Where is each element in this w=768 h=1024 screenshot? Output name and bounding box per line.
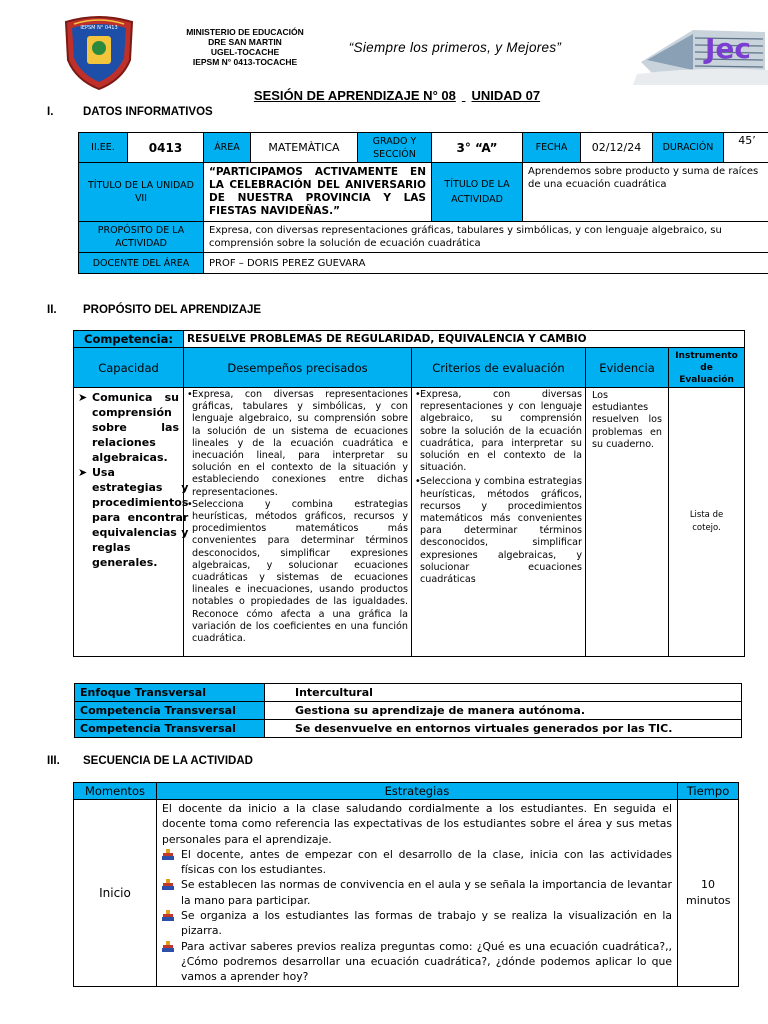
capacidades-cell [74, 388, 189, 657]
competencia-label: Competencia: [74, 331, 184, 348]
bullet-icon [162, 879, 174, 890]
proposito-label: PROPÓSITO DE LA ACTIVIDAD [79, 222, 204, 253]
bullet-icon [162, 849, 174, 860]
svg-text:IEPSM N° 0413: IEPSM N° 0413 [80, 25, 118, 31]
docente-value: PROF – DORIS PEREZ GUEVARA [204, 253, 768, 274]
momento-inicio: Inicio [74, 800, 157, 987]
list-item: El docente, antes de empezar con el desarrollo de la clase, inicia con las actividades físicas con los estudiantes. [162, 847, 672, 878]
bullet-icon [162, 910, 174, 921]
tiempo-header: Tiempo [678, 783, 739, 800]
list-item: Se organiza a los estudiantes las formas de trabajo y se realiza la visualización en la pizarra. [162, 908, 672, 939]
momentos-header: Momentos [74, 783, 157, 800]
fecha-value: 02/12/24 [581, 133, 653, 163]
list-item: • Expresa, con diversas representaciones y con lenguaje algebraico, su comprensión sobre la solución de la ecuación cuadrática, para interpretar su solución en el contexto de la situación. [415, 389, 582, 474]
titulo-unidad-value: “PARTICIPAMOS ACTIVAMENTE EN LA CELEBRACIÓN DEL ANIVERSARIO DE NUESTRA PROVINCIA Y LAS FIESTAS NAVIDEÑAS.” [204, 163, 432, 222]
competencia-value: RESUELVE PROBLEMAS DE REGULARIDAD, EQUIVALENCIA Y CAMBIO [184, 331, 745, 348]
docente-label: DOCENTE DEL ÁREA [79, 253, 204, 274]
list-item: ➤ Comunica su comprensión sobre las relaciones algebraicas. [78, 391, 179, 464]
bullet-icon [162, 941, 174, 952]
enfoque-transversal-label: Enfoque Transversal [75, 684, 265, 702]
enfoque-transversal-value: Intercultural [265, 684, 742, 702]
tiempo-inicio: 10 minutos [678, 800, 739, 987]
competencia-transversal-value: Gestiona su aprendizaje de manera autónoma. [265, 702, 742, 720]
estrategias-header: Estrategias [157, 783, 678, 800]
area-value: MATEMÀTICA [251, 133, 358, 163]
proposito-aprendizaje-table [73, 330, 745, 657]
criterios-cell [412, 388, 586, 657]
criterios-header: Criterios de evaluación [412, 348, 586, 388]
list-item: • Selecciona y combina estrategias heurísticas, métodos gráficos, recursos y procedimientos matemáticos más convenientes para determinar términos desconocidos, simplificar expresiones algebraicas, y solucionar ecuaciones cuadráticas y sistemas de ecuaciones lineales e inecuaciones, usando productos notables o propiedades de las igualdades. Reconoce cómo afecta a una gráfica la variación de los coeficientes en una función cuadrática. [187, 498, 408, 645]
evidencia-header: Evidencia [586, 348, 669, 388]
area-label: ÁREA [204, 133, 251, 163]
fecha-label: FECHA [523, 133, 581, 163]
competencia-transversal-label: Competencia Transversal [75, 720, 265, 738]
duracion-value: 45’ [724, 133, 768, 163]
duracion-label: DURACIÓN [653, 133, 724, 163]
enfoques-table [74, 683, 742, 738]
titulo-actividad-value: Aprendemos sobre producto y suma de raíces de una ecuación cuadrática [523, 163, 768, 222]
iiee-label: II.EE. [79, 133, 128, 163]
proposito-value: Expresa, con diversas representaciones gráficas, tabulares y simbólicas, y con lenguaje algebraico, su comprensión sobre la solución de ecuación cuadrática [204, 222, 768, 253]
competencia-transversal-label: Competencia Transversal [75, 702, 265, 720]
list-item: • Expresa, con diversas representaciones gráficas, tabulares y simbólicas, y con lenguaje algebraico, su comprensión sobre la solución de un sistema de ecuaciones lineales y de la ecuación cuadrática e inecuación lineal, para interpretar su solución en el contexto de la situación y estableciendo conexiones entre dichas representaciones. [187, 389, 408, 498]
list-item: • Selecciona y combina estrategias heurísticas, métodos gráficos, recursos y procedimientos matemáticos más convenientes para determinar términos desconocidos, simplificar expresiones algebraicas, y solucionar ecuaciones cuadráticas [415, 476, 582, 586]
institution-header: MINISTERIO DE EDUCACIÓN DRE SAN MARTIN UGEL-TOCACHE IEPSM N° 0413-TOCACHE [186, 27, 304, 67]
grado-label: GRADO Y SECCIÓN [358, 133, 432, 163]
grado-value: 3° “A” [432, 133, 523, 163]
desempenos-cell [184, 388, 412, 657]
titulo-unidad-label: TÍTULO DE LA UNIDAD VII [79, 163, 204, 222]
list-item: Se establecen las normas de convivencia en el aula y se señala la importancia de levantar la mano para participar. [162, 877, 672, 908]
secuencia-table [73, 782, 739, 987]
estrategias-inicio-cell: El docente da inicio a la clase saludando cordialmente a los estudiantes. En seguida el docente toma como referencia las expectativas de los estudiantes sobre el área y sus metas personales para el aprendizaje. El docente, antes de empezar con el desarrollo de la clase, inicia con las actividades físicas con los estudiantes. Se establecen las normas de convivencia en el aula y se señala la importancia de levantar la mano para participar. Se organiza a los estudiantes las formas de trabajo y se realiza la visualización en la pizarra. Para activar saberes previos realiza preguntas como: ¿Qué es una ecuación cuadrática?,, ¿Cómo podremos desarrollar una ecuación cuadrática?, ¿dónde podemos aplicar lo que vamos a aprender hoy? [157, 800, 678, 987]
desempenos-header: Desempeños precisados [184, 348, 412, 388]
jec-logo [633, 10, 768, 85]
list-item: ➤ Usa estrategias y procedimientos para encontrar equivalencias y reglas generales. [78, 466, 189, 569]
evidencia-cell: Los estudiantes resuelven los problemas en su cuaderno. [586, 388, 669, 657]
datos-informativos-table [78, 132, 768, 274]
instrumento-header: Instrumento de Evaluación [669, 348, 745, 388]
list-item: Para activar saberes previos realiza preguntas como: ¿Qué es una ecuación cuadrática?,, ¿Cómo podremos desarrollar una ecuación cuadrática?, ¿dónde podemos aplicar lo que vamos a aprender hoy? [162, 939, 672, 985]
titulo-actividad-label: TÍTULO DE LA ACTIVIDAD [432, 163, 523, 222]
instrumento-cell: Lista de cotejo. [669, 388, 745, 657]
svg-text:Jec: Jec [705, 32, 752, 65]
school-shield-logo [60, 14, 138, 90]
motto: “Siempre los primeros, y Mejores” [348, 40, 562, 55]
capacidad-header: Capacidad [74, 348, 184, 388]
iiee-value: 0413 [128, 133, 204, 163]
session-title: SESIÓN DE APRENDIZAJE N° 08 UNIDAD 07 [253, 88, 541, 103]
competencia-transversal-value: Se desenvuelve en entornos virtuales generados por las TIC. [265, 720, 742, 738]
